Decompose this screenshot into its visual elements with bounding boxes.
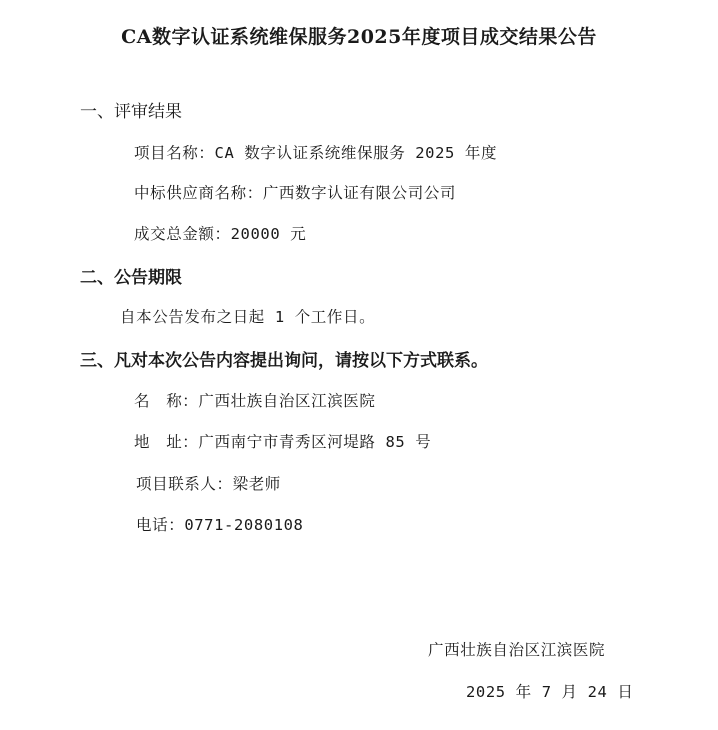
section-heading-contact: 三、凡对本次公告内容提出询问，请按以下方式联系。 bbox=[80, 351, 488, 371]
project-name-label: 项目名称： bbox=[134, 144, 215, 162]
section-heading-notice-period: 二、公告期限 bbox=[80, 268, 182, 288]
section-heading-review-result: 一、评审结果 bbox=[80, 102, 182, 122]
contact-phone-line bbox=[136, 513, 304, 535]
amount-value: 20000 元 bbox=[230, 225, 307, 243]
supplier-line bbox=[134, 181, 456, 203]
amount-line bbox=[134, 222, 306, 244]
contact-address-label: 地 址： bbox=[134, 433, 199, 451]
project-name-line bbox=[134, 141, 497, 163]
contact-person-value: 梁老师 bbox=[232, 475, 281, 493]
contact-person-line bbox=[136, 472, 281, 494]
amount-label: 成交总金额： bbox=[134, 225, 231, 243]
contact-address-value: 广西南宁市青秀区河堤路 85 号 bbox=[198, 433, 432, 451]
notice-title: CA数字认证系统维保服务2025年度项目成交结果公告 bbox=[121, 26, 597, 48]
notice-period-text: 自本公告发布之日起 1 个工作日。 bbox=[120, 308, 376, 326]
contact-name-line bbox=[134, 389, 376, 411]
contact-phone-value: 0771-2080108 bbox=[184, 516, 304, 534]
supplier-label: 中标供应商名称： bbox=[134, 184, 263, 202]
project-name-value: CA 数字认证系统维保服务 2025 年度 bbox=[214, 144, 498, 162]
footer-date: 2025 年 7 月 24 日 bbox=[466, 683, 634, 701]
contact-name-label: 名 称： bbox=[134, 392, 199, 410]
contact-person-label: 项目联系人： bbox=[136, 475, 233, 493]
supplier-value: 广西数字认证有限公司公司 bbox=[262, 184, 457, 202]
contact-name-value: 广西壮族自治区江滨医院 bbox=[198, 392, 376, 410]
footer-organization: 广西壮族自治区江滨医院 bbox=[428, 641, 606, 659]
contact-address-line bbox=[134, 430, 431, 452]
contact-phone-label: 电话： bbox=[136, 516, 185, 534]
